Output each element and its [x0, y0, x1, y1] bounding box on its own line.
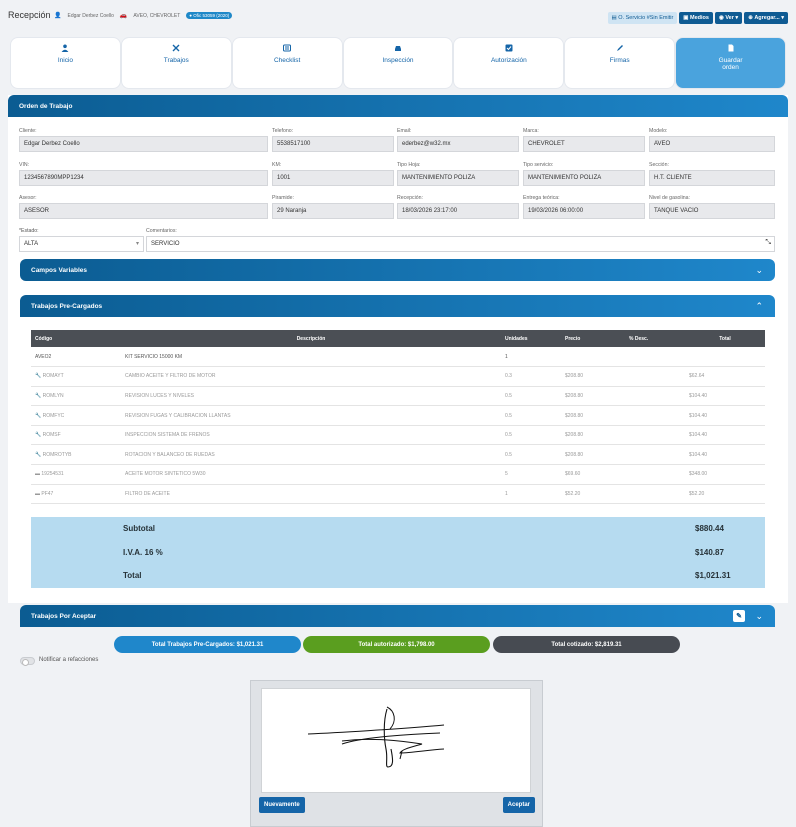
doc-icon [727, 44, 735, 52]
seccion-input[interactable]: H.T. CLIENTE [649, 170, 775, 186]
signature-canvas[interactable] [261, 688, 531, 793]
cliente-input[interactable]: Edgar Derbez Coello [19, 136, 268, 152]
table-header-row [31, 330, 765, 347]
tab-trabajos[interactable]: Trabajos [121, 37, 232, 89]
entrega-input[interactable]: 19/03/2026 06:00:00 [523, 203, 645, 219]
tools-icon [172, 44, 180, 52]
por-aceptar-header[interactable]: Trabajos Por Aceptar ✎ ⌄ [20, 605, 775, 627]
modelo-field: Modelo: AVEO [649, 128, 775, 152]
chevron-up-icon[interactable]: ⌃ [755, 300, 763, 311]
campos-card[interactable] [20, 259, 775, 281]
chevron-down-icon[interactable]: ⌄ [755, 264, 763, 275]
table-row[interactable]: ▬ 19254531 ACEITE MOTOR SINTETICO 5W30 5 $69.60 $348.00 [31, 465, 765, 485]
wrench-icon: 🔧 [35, 392, 42, 399]
wrench-icon: 🔧 [35, 373, 42, 380]
km-input[interactable]: 1001 [272, 170, 394, 186]
email-input[interactable]: ederbez@w32.mx [397, 136, 519, 152]
tab-inicio[interactable]: Inicio [10, 37, 121, 89]
vin-field: VIN: 1234567890MPP1234 [19, 162, 268, 186]
car-icon: 🚗 [119, 13, 128, 19]
wrench-icon: 🔧 [35, 432, 42, 439]
seccion-field: Sección: H.T. CLIENTE [649, 162, 775, 186]
col-total: Total [685, 330, 765, 347]
tab-inspeccion[interactable]: Inspección [343, 37, 454, 89]
comentarios-textarea[interactable]: SERVICIO ⤡ [146, 236, 775, 252]
table-row[interactable]: 🔧 ROMLYN REVISION LUCES Y NIVELES 0.5 $208.80 $104.40 [31, 386, 765, 406]
piramide-field: Piramide: 29 Naranja [272, 195, 394, 219]
estado-field: *Estado: ALTA ▾ [19, 228, 144, 252]
tipo-hoja-field: Tipo Hoja: MANTENIMIENTO POLIZA [397, 162, 519, 186]
tipo-hoja-input[interactable]: MANTENIMIENTO POLIZA [397, 170, 519, 186]
notificar-toggle[interactable] [20, 657, 35, 665]
col-descripcion: Descripción [121, 330, 501, 347]
signature-panel [250, 680, 543, 827]
total-row: Total $1,021.31 [123, 571, 731, 581]
os-badge: ● Ofic 53059 (2020) [186, 12, 232, 19]
user-icon [61, 44, 69, 52]
col-precio: Precio [561, 330, 625, 347]
person-icon: 👤 [54, 13, 62, 19]
notificar-label: Notificar a refacciones [39, 657, 99, 663]
col-codigo: Código [31, 330, 121, 347]
chevron-down-icon: ▾ [135, 241, 139, 247]
ver-button[interactable]: ◉ Ver ▾ [715, 12, 742, 24]
chevron-down-icon: ▾ [733, 15, 739, 21]
tipo-servicio-input[interactable]: MANTENIMIENTO POLIZA [523, 170, 645, 186]
precargados-table [31, 330, 765, 524]
por-aceptar-card [20, 605, 775, 627]
table-row[interactable]: 🔧 ROMFYC REVISION FUGAS Y CALIBRACION LLANTAS 0.5 $208.80 $104.40 [31, 406, 765, 426]
comentarios-field: Comentarios: SERVICIO ⤡ [146, 228, 775, 252]
marca-input[interactable]: CHEVROLET [523, 136, 645, 152]
media-icon: ▣ [683, 15, 691, 21]
resize-icon: ⤡ [765, 239, 771, 246]
telefono-input[interactable]: 5538517100 [272, 136, 394, 152]
pen-icon [616, 44, 624, 52]
totals-panel [31, 517, 765, 588]
page-title: Recepción [8, 10, 51, 20]
list-icon [283, 44, 291, 52]
medios-button[interactable]: ▣ Medios [679, 12, 713, 24]
header-vehicle: AVEO, CHEVROLET [133, 12, 181, 19]
telefono-field: Telefono: 5538517100 [272, 128, 394, 152]
orden-header: Orden de Trabajo [8, 95, 788, 117]
table-row[interactable]: AVEO2 KIT SERVICIO 15000 KM 1 [31, 347, 765, 367]
col-unidades: Unidades [501, 330, 561, 347]
servicio-button[interactable]: ▤ O. Servicio #Sin Emitir [608, 12, 678, 24]
gasolina-field: Nivel de gasolina: TANQUE VACIO [649, 195, 775, 219]
top-bar [0, 0, 796, 32]
part-icon: ▬ [35, 490, 40, 497]
part-icon: ▬ [35, 471, 40, 478]
header-buttons [608, 12, 788, 24]
edit-icon[interactable]: ✎ [733, 610, 745, 622]
chevron-down-icon: ▾ [779, 15, 784, 21]
pill-precargados: Total Trabajos Pre-Cargados: $1,021.31 [114, 636, 301, 653]
subtotal-row: Subtotal $880.44 [123, 524, 724, 534]
cliente-field: Cliente: Edgar Derbez Coello [19, 128, 268, 152]
agregar-button[interactable]: ⊕ Agregar... ▾ [744, 12, 788, 24]
car-icon [394, 44, 402, 52]
header-crumbs [54, 12, 232, 19]
tab-checklist[interactable]: Checklist [232, 37, 343, 89]
modelo-input[interactable]: AVEO [649, 136, 775, 152]
pill-autorizado: Total autorizado: $1,798.00 [303, 636, 490, 653]
table-row[interactable]: 🔧 ROMROTYB ROTACION Y BALANCEO DE RUEDAS 0.5 $208.80 $104.40 [31, 445, 765, 465]
gasolina-input[interactable]: TANQUE VACIO [649, 203, 775, 219]
table-row[interactable]: 🔧 ROMAYT CAMBIO ACEITE Y FILTRO DE MOTOR 0.3 $208.80 $62.64 [31, 367, 765, 387]
tab-guardar-orden[interactable]: Guardar orden [675, 37, 786, 89]
nuevamente-button[interactable]: Nuevamente [259, 797, 305, 813]
asesor-field: Asesor: ASESOR [19, 195, 268, 219]
campos-header[interactable]: Campos Variables ⌄ [20, 259, 775, 281]
email-field: Email: ederbez@w32.mx [397, 128, 519, 152]
precargados-card [20, 295, 775, 317]
wrench-icon: 🔧 [35, 451, 42, 458]
wrench-icon: 🔧 [35, 412, 42, 419]
marca-field: Marca: CHEVROLET [523, 128, 645, 152]
precargados-header[interactable]: Trabajos Pre-Cargados ⌃ [20, 295, 775, 317]
plus-icon: ⊕ [748, 15, 755, 21]
doc-icon: ▤ [611, 15, 619, 21]
signature-stroke [262, 689, 532, 794]
aceptar-button[interactable]: Aceptar [503, 797, 535, 813]
tab-autorizacion[interactable]: Autorización [453, 37, 564, 89]
eye-icon: ◉ [718, 15, 726, 21]
header-client: Edgar Derbez Coello [67, 12, 114, 19]
iva-row: I.V.A. 16 % $140.87 [123, 547, 724, 557]
col-desc: % Desc. [625, 330, 685, 347]
recepcion-field: Recepción: 18/03/2026 23:17:00 [397, 195, 519, 219]
table-row[interactable]: ▬ PF47 FILTRO DE ACEITE 1 $52.20 $52.20 [31, 484, 765, 504]
step-tabs [10, 37, 786, 89]
entrega-field: Entrega teórica: 19/03/2026 06:00:00 [523, 195, 645, 219]
recepcion-input[interactable]: 18/03/2026 23:17:00 [397, 203, 519, 219]
tipo-servicio-field: Tipo servicio: MANTENIMIENTO POLIZA [523, 162, 645, 186]
pill-cotizado: Total cotizado: $2,819.31 [493, 636, 680, 653]
piramide-input[interactable]: 29 Naranja [272, 203, 394, 219]
km-field: KM: 1001 [272, 162, 394, 186]
tab-firmas[interactable]: Firmas [564, 37, 675, 89]
estado-select[interactable]: ALTA ▾ [19, 236, 144, 252]
check-icon [505, 44, 513, 52]
asesor-input[interactable]: ASESOR [19, 203, 268, 219]
vin-input[interactable]: 1234567890MPP1234 [19, 170, 268, 186]
chevron-down-icon[interactable]: ⌄ [755, 610, 763, 621]
table-row[interactable]: 🔧 ROMSF INSPECCION SISTEMA DE FRENOS 0.5 $208.80 $104.40 [31, 425, 765, 445]
